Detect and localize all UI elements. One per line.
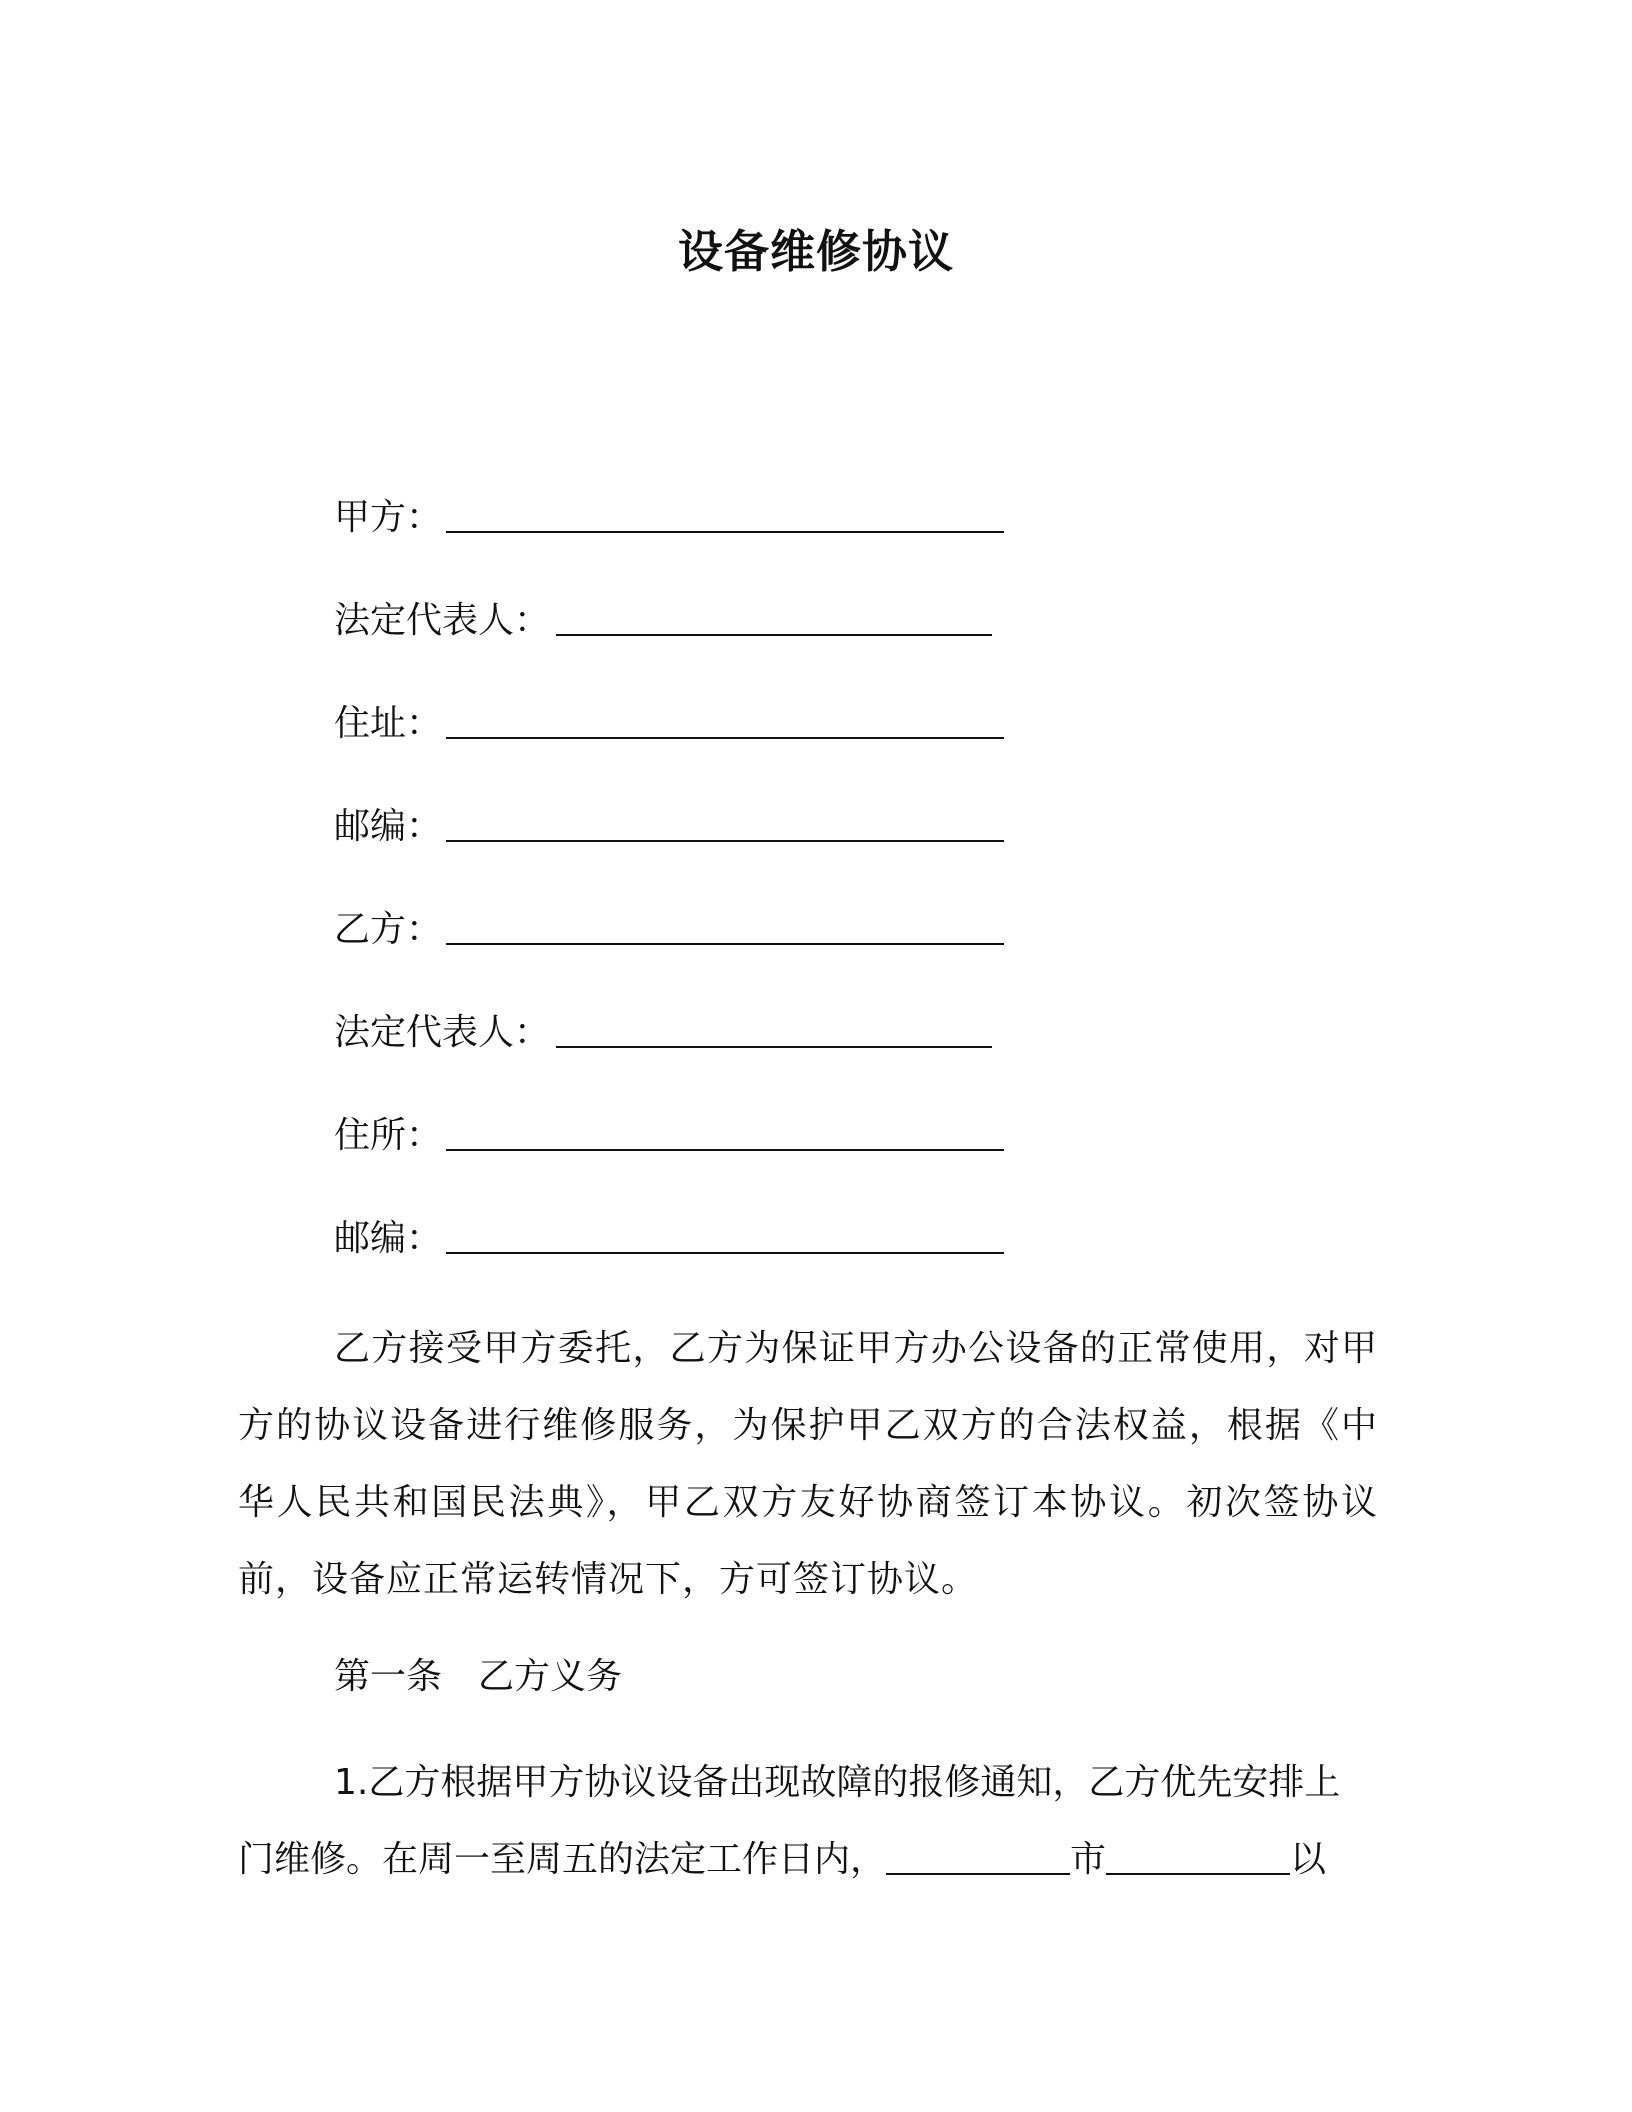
intro-paragraph: 乙方接受甲方委托，乙方为保证甲方办公设备的正常使用，对甲方的协议设备进行维修服务，为保护甲乙双方的合法权益，根据《中华人民共和国民法典》，甲乙双方友好协商签订本协议。初次签协议前，设备应正常运转情况下，方可签订协议。 (238, 1328, 1378, 1600)
party-b-postcode-field (334, 1214, 442, 1264)
party-b-residence-blank[interactable] (446, 1149, 1004, 1151)
party-b-postcode-blank[interactable] (446, 1252, 1004, 1254)
article-1-heading: 第一条 乙方义务 (334, 1656, 623, 1697)
clause-1-line-2 (238, 1835, 1326, 1885)
clause-1-line-2-text-b: 市 (1070, 1839, 1107, 1880)
party-b-representative-label: 法定代表人： (334, 1012, 551, 1053)
party-b-residence-field (334, 1111, 442, 1161)
party-b-residence-label: 住所： (334, 1115, 443, 1156)
clause-1-line-2-text-a: 门维修。在周一至周五的法定工作日内， (238, 1839, 887, 1880)
document-title: 设备维修协议 (677, 225, 954, 278)
party-a-postcode-field (334, 802, 442, 852)
party-a-postcode-blank[interactable] (446, 840, 1004, 842)
party-a-postcode-label: 邮编： (334, 806, 443, 847)
party-a-address-field (334, 699, 442, 749)
party-a-representative-blank[interactable] (556, 634, 992, 636)
party-b-blank[interactable] (446, 943, 1004, 945)
party-b-field (334, 905, 442, 955)
party-b-representative-field (334, 1008, 550, 1058)
party-a-address-blank[interactable] (446, 737, 1004, 739)
party-b-postcode-label: 邮编： (334, 1218, 443, 1259)
area-blank[interactable] (1106, 1837, 1290, 1875)
party-a-representative-label: 法定代表人： (334, 600, 551, 641)
party-a-address-label: 住址： (334, 703, 443, 744)
clause-1-line-1: 1.乙方根据甲方协议设备出现故障的报修通知，乙方优先安排上 (334, 1762, 1341, 1803)
party-a-field (334, 493, 442, 543)
party-a-representative-field (334, 596, 550, 646)
city-blank[interactable] (886, 1837, 1070, 1875)
clause-1-line-2-text-c: 以 (1290, 1839, 1327, 1880)
party-b-label: 乙方： (334, 909, 443, 950)
party-b-representative-blank[interactable] (556, 1046, 992, 1048)
party-a-blank[interactable] (446, 531, 1004, 533)
party-a-label: 甲方： (334, 497, 443, 538)
